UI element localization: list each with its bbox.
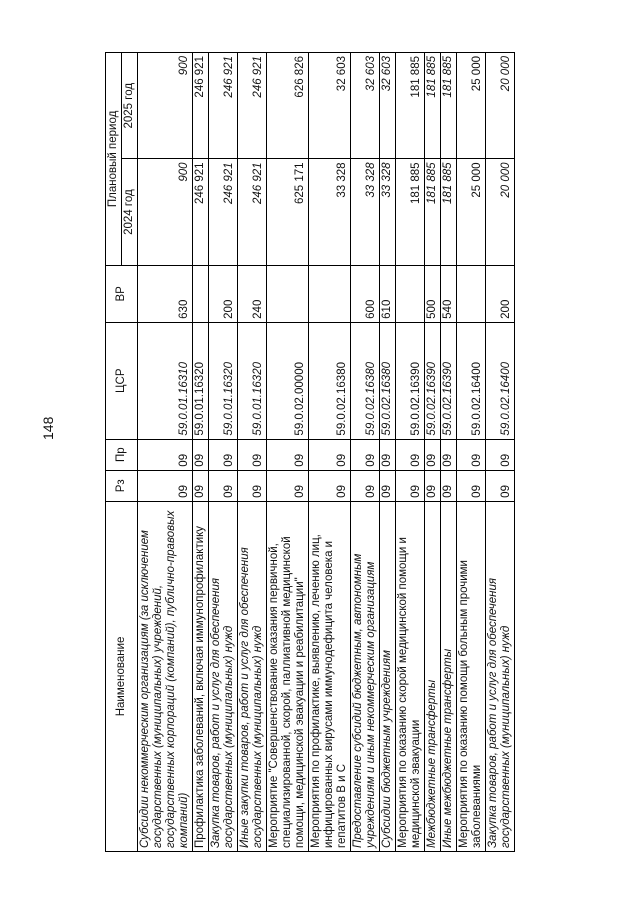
table-row bbox=[486, 53, 515, 852]
row-rz-cell: 09 bbox=[486, 470, 515, 501]
row-pr-cell: 09 bbox=[351, 439, 380, 470]
row-csr-cell: 59.0.02.16390 bbox=[441, 322, 457, 439]
row-csr-cell: 59.0.02.16380 bbox=[309, 322, 351, 439]
row-name-cell: Мероприятие "Совершенствование оказания первичной, специализированной, скорой, паллиативной медицинской помощи, медицинской эвакуации и реабилитации" bbox=[267, 501, 309, 851]
header-csr: ЦСР bbox=[106, 322, 138, 439]
row-csr-cell: 59.0.02.16390 bbox=[425, 322, 441, 439]
header-vr: ВР bbox=[106, 265, 138, 322]
row-rz-cell: 09 bbox=[441, 470, 457, 501]
header-rz: Рз bbox=[106, 470, 138, 501]
row-pr-cell: 09 bbox=[193, 439, 209, 470]
row-vr-cell bbox=[457, 265, 486, 322]
row-name-cell: Иные межбюджетные трансферты bbox=[441, 501, 457, 851]
row-rz-cell: 09 bbox=[396, 470, 425, 501]
row-2024-cell: 246 921 bbox=[209, 159, 238, 265]
row-rz-cell: 09 bbox=[267, 470, 309, 501]
header-year-2025: 2025 год bbox=[122, 53, 138, 159]
row-pr-cell: 09 bbox=[138, 439, 193, 470]
row-csr-cell: 59.0.02.16380 bbox=[380, 322, 396, 439]
row-rz-cell: 09 bbox=[193, 470, 209, 501]
header-planned-period: Плановый период bbox=[106, 53, 122, 266]
row-pr-cell: 09 bbox=[457, 439, 486, 470]
row-2024-cell: 246 921 bbox=[193, 159, 209, 265]
row-name-cell: Субсидии некоммерческим организациям (за исключением государственных (муниципальных) учреждений, государственных корпораций (компаний), публично-правовых компаний) bbox=[138, 501, 193, 851]
row-name-cell: Закупка товаров, работ и услуг для обеспечения государственных (муниципальных) нужд bbox=[209, 501, 238, 851]
row-2024-cell: 181 885 bbox=[425, 159, 441, 265]
header-year-2024: 2024 год bbox=[122, 159, 138, 265]
row-2024-cell: 181 885 bbox=[441, 159, 457, 265]
row-2024-cell: 25 000 bbox=[457, 159, 486, 265]
row-2024-cell: 246 921 bbox=[238, 159, 267, 265]
table-row bbox=[267, 53, 309, 852]
row-rz-cell: 09 bbox=[380, 470, 396, 501]
row-2025-cell: 32 603 bbox=[309, 53, 351, 159]
row-csr-cell: 59.0.01.16320 bbox=[193, 322, 209, 439]
table-row bbox=[193, 53, 209, 852]
row-csr-cell: 59.0.02.16390 bbox=[396, 322, 425, 439]
row-rz-cell: 09 bbox=[209, 470, 238, 501]
row-csr-cell: 59.0.01.16320 bbox=[209, 322, 238, 439]
row-vr-cell: 610 bbox=[380, 265, 396, 322]
row-vr-cell bbox=[267, 265, 309, 322]
row-pr-cell: 09 bbox=[238, 439, 267, 470]
row-2024-cell: 33 328 bbox=[351, 159, 380, 265]
row-pr-cell: 09 bbox=[425, 439, 441, 470]
row-vr-cell bbox=[193, 265, 209, 322]
row-2025-cell: 20 000 bbox=[486, 53, 515, 159]
row-vr-cell: 630 bbox=[138, 265, 193, 322]
row-csr-cell: 59.0.02.16400 bbox=[486, 322, 515, 439]
row-vr-cell bbox=[309, 265, 351, 322]
row-2024-cell: 20 000 bbox=[486, 159, 515, 265]
row-pr-cell: 09 bbox=[396, 439, 425, 470]
budget-table bbox=[105, 52, 515, 852]
row-name-cell: Межбюджетные трансферты bbox=[425, 501, 441, 851]
row-2025-cell: 181 885 bbox=[425, 53, 441, 159]
header-pr: Пр bbox=[106, 439, 138, 470]
row-pr-cell: 09 bbox=[441, 439, 457, 470]
table-row bbox=[396, 53, 425, 852]
row-vr-cell: 500 bbox=[425, 265, 441, 322]
row-vr-cell: 540 bbox=[441, 265, 457, 322]
row-csr-cell: 59.0.01.16320 bbox=[238, 322, 267, 439]
table-row bbox=[380, 53, 396, 852]
table-row bbox=[309, 53, 351, 852]
row-rz-cell: 09 bbox=[425, 470, 441, 501]
row-csr-cell: 59.0.02.16400 bbox=[457, 322, 486, 439]
table-row bbox=[441, 53, 457, 852]
row-vr-cell: 240 bbox=[238, 265, 267, 322]
table-row bbox=[209, 53, 238, 852]
row-pr-cell: 09 bbox=[486, 439, 515, 470]
header-name: Наименование bbox=[106, 501, 138, 851]
table-row bbox=[425, 53, 441, 852]
row-csr-cell: 59.0.02.16380 bbox=[351, 322, 380, 439]
table-row bbox=[138, 53, 193, 852]
table-body bbox=[138, 53, 515, 852]
row-2025-cell: 32 603 bbox=[380, 53, 396, 159]
row-vr-cell bbox=[396, 265, 425, 322]
row-name-cell: Иные закупки товаров, работ и услуг для обеспечения государственных (муниципальных) нужд bbox=[238, 501, 267, 851]
row-2025-cell: 626 826 bbox=[267, 53, 309, 159]
row-2024-cell: 33 328 bbox=[380, 159, 396, 265]
row-2024-cell: 181 885 bbox=[396, 159, 425, 265]
row-2024-cell: 625 171 bbox=[267, 159, 309, 265]
row-2024-cell: 33 328 bbox=[309, 159, 351, 265]
row-name-cell: Мероприятия по оказанию помощи больным прочими заболеваниями bbox=[457, 501, 486, 851]
row-rz-cell: 09 bbox=[309, 470, 351, 501]
row-name-cell: Профилактика заболеваний, включая иммунопрофилактику bbox=[193, 501, 209, 851]
row-2024-cell: 900 bbox=[138, 159, 193, 265]
row-name-cell: Мероприятия по профилактике, выявлению, лечению лиц, инфицированных вирусами иммунодефицита человека и гепатитов В и С bbox=[309, 501, 351, 851]
row-vr-cell: 200 bbox=[209, 265, 238, 322]
table-row bbox=[238, 53, 267, 852]
row-name-cell: Закупка товаров, работ и услуг для обеспечения государственных (муниципальных) нужд bbox=[486, 501, 515, 851]
row-rz-cell: 09 bbox=[351, 470, 380, 501]
row-pr-cell: 09 bbox=[309, 439, 351, 470]
row-name-cell: Субсидии бюджетным учреждениям bbox=[380, 501, 396, 851]
row-2025-cell: 246 921 bbox=[209, 53, 238, 159]
row-2025-cell: 246 921 bbox=[238, 53, 267, 159]
row-name-cell: Предоставление субсидий бюджетным, автономным учреждениям и иным некоммерческим организациям bbox=[351, 501, 380, 851]
row-rz-cell: 09 bbox=[238, 470, 267, 501]
row-pr-cell: 09 bbox=[380, 439, 396, 470]
row-2025-cell: 25 000 bbox=[457, 53, 486, 159]
row-vr-cell: 200 bbox=[486, 265, 515, 322]
rotated-page-content bbox=[105, 52, 565, 852]
row-2025-cell: 181 885 bbox=[396, 53, 425, 159]
row-csr-cell: 59.0.01.16310 bbox=[138, 322, 193, 439]
row-2025-cell: 181 885 bbox=[441, 53, 457, 159]
row-vr-cell: 600 bbox=[351, 265, 380, 322]
table-row bbox=[351, 53, 380, 852]
table-row bbox=[457, 53, 486, 852]
header-row bbox=[106, 53, 122, 852]
row-2025-cell: 900 bbox=[138, 53, 193, 159]
row-pr-cell: 09 bbox=[209, 439, 238, 470]
row-2025-cell: 32 603 bbox=[351, 53, 380, 159]
page-number: 148 bbox=[40, 416, 56, 440]
row-name-cell: Мероприятия по оказанию скорой медицинской помощи и медицинской эвакуации bbox=[396, 501, 425, 851]
row-pr-cell: 09 bbox=[267, 439, 309, 470]
row-2025-cell: 246 921 bbox=[193, 53, 209, 159]
row-rz-cell: 09 bbox=[457, 470, 486, 501]
row-rz-cell: 09 bbox=[138, 470, 193, 501]
row-csr-cell: 59.0.02.00000 bbox=[267, 322, 309, 439]
